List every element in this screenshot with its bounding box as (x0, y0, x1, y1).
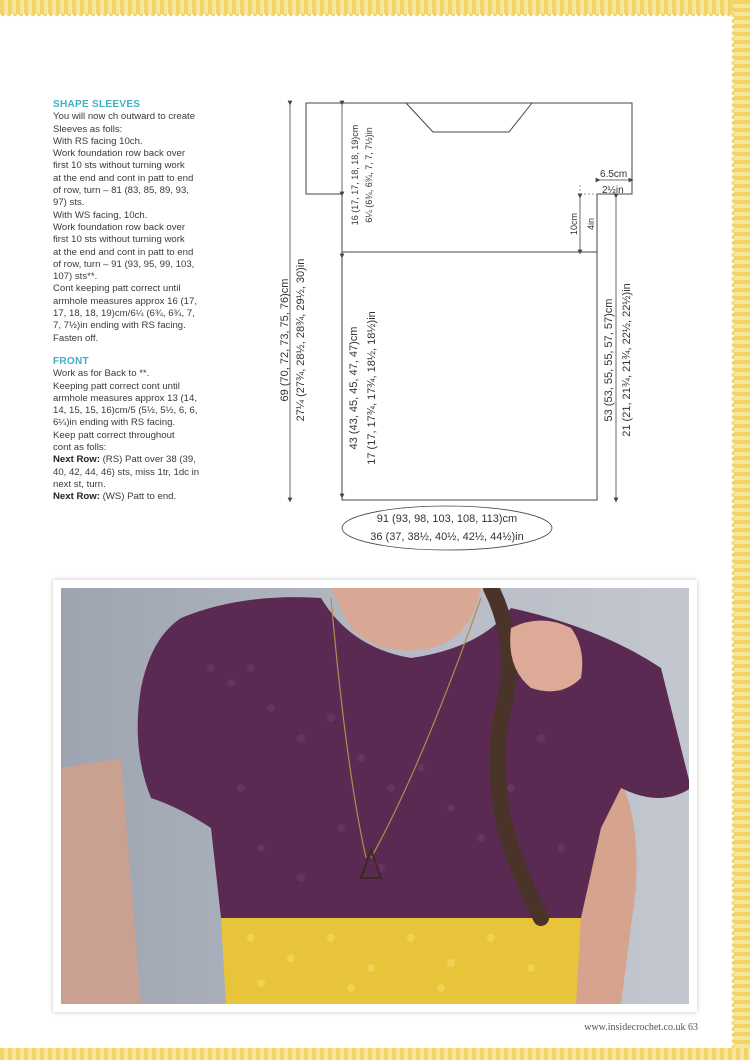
instruction-line: 40, 42, 44, 46) sts, miss 1tr, 1dc in (53, 466, 200, 478)
next-row-label: Next Row: (53, 491, 100, 503)
instruction-line: 7, 7½)in ending with RS facing. (53, 320, 186, 332)
neckline (406, 103, 532, 132)
instruction-line: 6¼)in ending with RS facing. (53, 417, 176, 429)
instruction-line: With WS facing, 10ch. (53, 209, 148, 221)
instruction-line: first 10 sts without turning work (53, 160, 185, 172)
width-in-label: 36 (37, 38½, 40½, 42½, 44½)in (370, 531, 524, 543)
armhole-in-label: 6¼ (6¾, 6¾, 7, 7, 7½)in (364, 127, 374, 223)
instruction-line: Fasten off. (53, 332, 99, 344)
next-row-text: (RS) Patt over 38 (39, (99, 454, 196, 466)
instruction-line: armhole measures approx 16 (17, (53, 295, 197, 307)
side-cm-label: 53 (53, 55, 55, 57, 57)cm (603, 298, 615, 422)
instruction-line: Keep patt correct throughout (53, 429, 175, 441)
body-cm-label: 43 (43, 45, 45, 47, 47)cm (348, 326, 360, 450)
instruction-line: of row, turn – 91 (93, 95, 99, 103, (53, 258, 195, 270)
total-length-in-label: 27¼ (27¾, 28½, 28¾, 29½, 30)in (295, 258, 307, 422)
yellow-band (221, 918, 581, 1004)
instruction-line: of row, turn – 81 (83, 85, 89, 93, (53, 185, 189, 197)
sleeve-ext-in-label: 2½in (602, 185, 624, 196)
instruction-line: Sleeves as folls: (53, 123, 123, 135)
instruction-line: at the end and cont in patt to end (53, 246, 194, 258)
body-in-label: 17 (17, 17¾, 17¾, 18½, 18½)in (366, 311, 378, 465)
sleeve-depth-cm-label: 10cm (569, 212, 579, 236)
left-arm (61, 758, 141, 1004)
instruction-line: You will now ch outward to create (53, 111, 196, 123)
instruction-line: 17, 18, 18, 19)cm/6¼ (6¾, 6¾, 7, (53, 308, 195, 320)
armhole-cm-label: 16 (17, 17, 18, 18, 19)cm (350, 124, 360, 226)
width-cm-label: 91 (93, 98, 103, 108, 113)cm (376, 513, 518, 525)
footer-url[interactable]: www.insidecrochet.co.uk (584, 1022, 686, 1033)
next-row-label: Next Row: (53, 454, 100, 466)
instruction-line: With RS facing 10ch. (53, 135, 143, 147)
next-row-text: (WS) Patt to end. (99, 491, 177, 503)
instruction-line: cont as folls: (53, 442, 107, 454)
instruction-line: 97) sts. (53, 197, 85, 209)
instruction-line: first 10 sts without turning work (53, 234, 185, 246)
bottom-decorative-border (0, 1048, 750, 1060)
front-heading: FRONT (53, 355, 89, 367)
sleeve-depth-in-label: 4in (586, 217, 596, 231)
instruction-line: next st, turn. (53, 478, 106, 490)
side-in-label: 21 (21, 21¾, 21¾, 22½, 22½)in (621, 283, 633, 437)
instruction-line: armhole measures approx 13 (14, (53, 392, 197, 404)
instruction-line: Keeping patt correct cont until (53, 380, 180, 392)
instruction-line: 14, 15, 15, 16)cm/5 (5½, 5½, 6, 6, (53, 405, 198, 417)
total-length-cm-label: 69 (70, 72, 73, 75, 76)cm (279, 278, 291, 402)
sleeve-ext-cm-label: 6.5cm (600, 169, 628, 180)
page-number: 63 (688, 1022, 698, 1033)
instruction-line: Cont keeping patt correct until (53, 283, 181, 295)
instruction-line: Work as for Back to **. (53, 368, 150, 380)
model-illustration (61, 588, 689, 1004)
instruction-line: Work foundation row back over (53, 221, 186, 233)
instruction-line: Work foundation row back over (53, 148, 186, 160)
page-footer (584, 1022, 698, 1033)
model-photo (53, 580, 697, 1012)
instruction-line: 107) sts**. (53, 271, 98, 283)
shape-sleeves-heading: SHAPE SLEEVES (53, 99, 141, 110)
instruction-line: at the end and cont in patt to end (53, 172, 194, 184)
